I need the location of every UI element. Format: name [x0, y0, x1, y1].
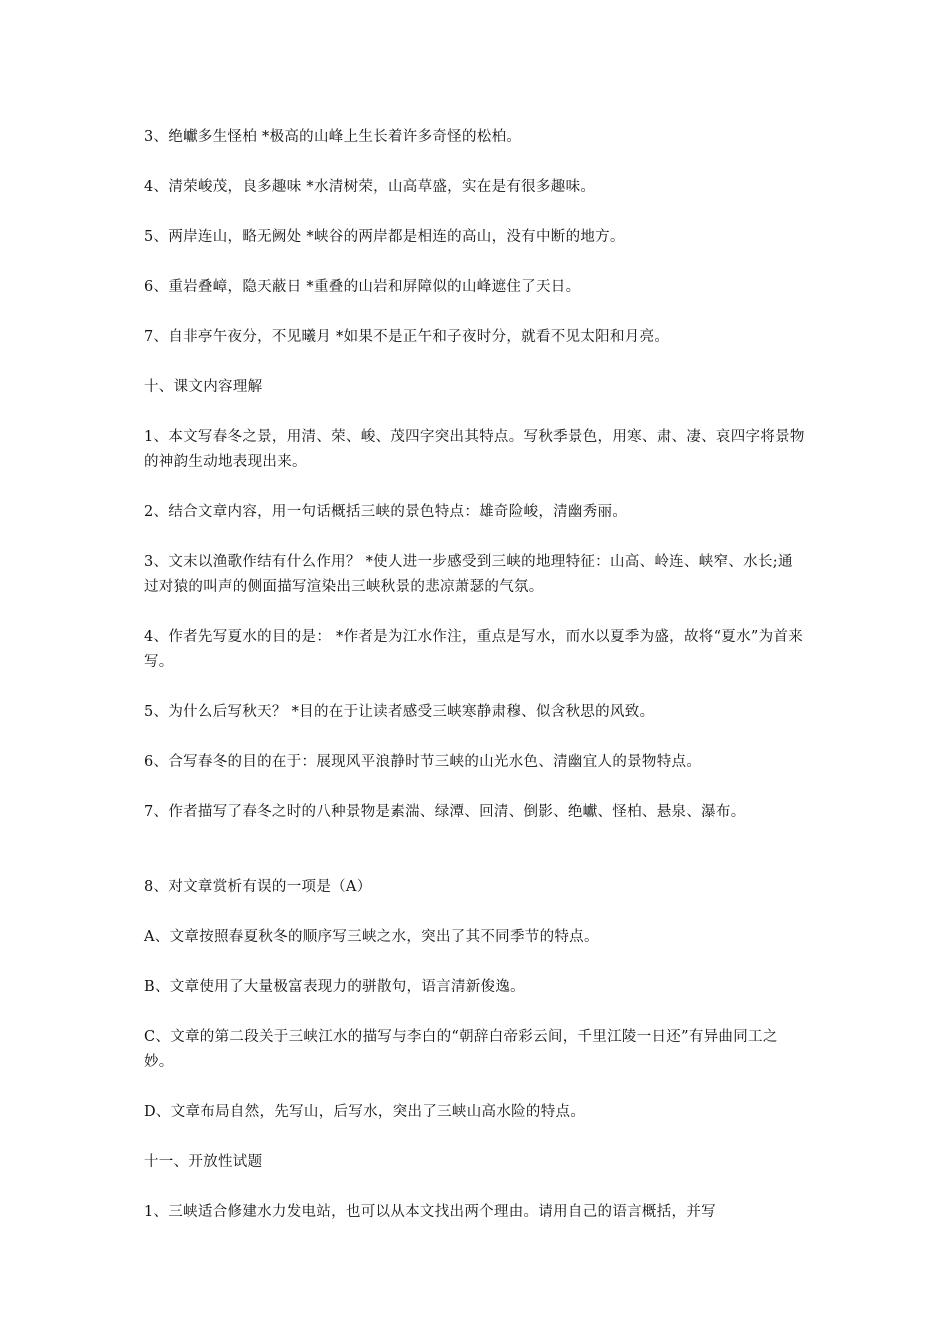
section-heading-content-understanding: 十、课文内容理解 — [144, 379, 263, 395]
option-b: B、文章使用了大量极富表现力的骈散句，语言清新俊逸。 — [144, 979, 525, 995]
paragraph-question-3: 3、文末以渔歌作结有什么作用？ *使人进一步感受到三峡的地理特征：山高、岭连、峡窄、水长;通过对猿的叫声的侧面描写渲染出三峡秋景的悲凉萧瑟的气氛。 — [144, 554, 793, 595]
section-heading-open-questions: 十一、开放性试题 — [144, 1154, 263, 1170]
paragraph-item-4-clear-lush: 4、清荣峻茂，良多趣味 *水清树荣，山高草盛，实在是有很多趣味。 — [144, 179, 596, 195]
paragraph-question-7: 7、作者描写了春冬之时的八种景物是素湍、绿潭、回清、倒影、绝巘、怪柏、悬泉、瀑布。 — [144, 804, 746, 820]
paragraph-question-8: 8、对文章赏析有误的一项是（A） — [144, 879, 372, 895]
paragraph-item-3-cliff-cypress: 3、绝巘多生怪柏 *极高的山峰上生长着许多奇怪的松柏。 — [144, 129, 522, 145]
paragraph-question-4: 4、作者先写夏水的目的是： *作者是为江水作注，重点是写水，而水以夏季为盛，故将“夏水”为首来写。 — [144, 629, 804, 670]
paragraph-item-5-mountains-both-banks: 5、两岸连山，略无阙处 *峡谷的两岸都是相连的高山，没有中断的地方。 — [144, 229, 625, 245]
option-c: C、文章的第二段关于三峡江水的描写与李白的“朝辞白帝彩云间，千里江陵一日还”有异曲同工之妙。 — [144, 1029, 778, 1070]
option-d: D、文章布局自然，先写山，后写水，突出了三峡山高水险的特点。 — [144, 1104, 586, 1120]
paragraph-item-7-noon-midnight: 7、自非亭午夜分，不见曦月 *如果不是正午和子夜时分，就看不见太阳和月亮。 — [144, 329, 670, 345]
paragraph-question-2: 2、结合文章内容，用一句话概括三峡的景色特点：雄奇险峻，清幽秀丽。 — [144, 504, 628, 520]
paragraph-question-1: 1、本文写春冬之景，用清、荣、峻、茂四字突出其特点。写秋季景色，用寒、肃、凄、哀四字将景物的神韵生动地表现出来。 — [144, 429, 805, 470]
paragraph-open-question-1: 1、三峡适合修建水力发电站，也可以从本文找出两个理由。请用自己的语言概括，并写 — [144, 1204, 716, 1220]
paragraph-question-5: 5、为什么后写秋天？ *目的在于让读者感受三峡寒静肃穆、似含秋思的风致。 — [144, 704, 655, 720]
option-a: A、文章按照春夏秋冬的顺序写三峡之水，突出了其不同季节的特点。 — [144, 929, 599, 945]
paragraph-question-6: 6、合写春冬的目的在于：展现风平浪静时节三峡的山光水色、清幽宜人的景物特点。 — [144, 754, 702, 770]
paragraph-item-6-layered-rocks: 6、重岩叠嶂，隐天蔽日 *重叠的山岩和屏障似的山峰遮住了天日。 — [144, 279, 581, 295]
